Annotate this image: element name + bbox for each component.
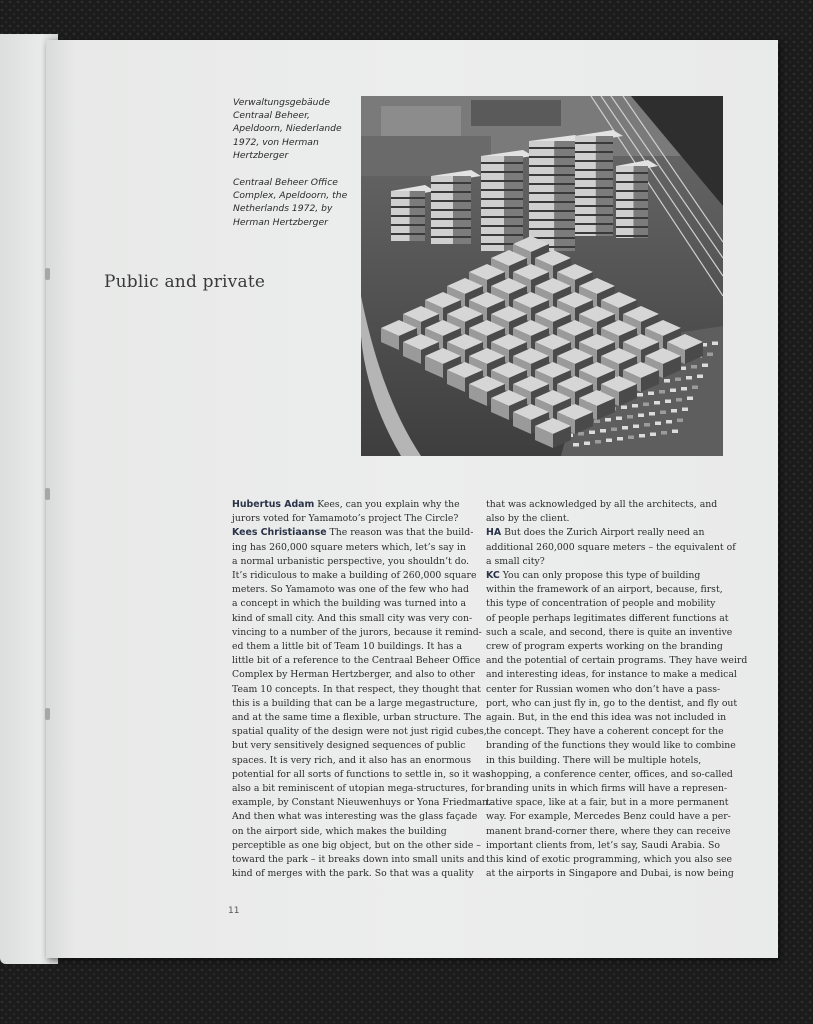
line-text: additional 260,000 square meters – the equivalent of — [486, 541, 736, 553]
line-text: this is a building that can be a large megastructure, — [232, 697, 478, 709]
speaker-name: HA — [486, 527, 502, 539]
section-title: Public and private — [104, 272, 266, 292]
text-line — [232, 810, 478, 824]
line-text: And then what was interesting was the glass façade — [232, 811, 478, 823]
caption-line: Herman Hertzberger — [233, 216, 328, 228]
text-line — [486, 512, 726, 526]
line-text: meters. So Yamamoto was one of the few who had — [232, 584, 469, 596]
line-text: a concept in which the building was turned into a — [232, 598, 467, 610]
text-line — [486, 711, 726, 725]
text-line — [486, 668, 737, 682]
line-text: a normal urbanistic perspective, you shouldn’t do. — [232, 555, 470, 567]
line-text: and at the same time a flexible, urban structure. The — [232, 712, 482, 724]
line-text: that was acknowledged by all the architects, and — [486, 499, 718, 510]
line-text: this kind of exotic programming, which you also see — [486, 854, 732, 866]
text-line — [232, 867, 478, 881]
text-line — [232, 754, 478, 768]
line-text: kind of small city. And this small city was very con- — [232, 612, 473, 624]
line-text: Kees, can you explain why the — [314, 499, 460, 510]
text-line — [486, 526, 726, 540]
line-text: perceptible as one big object, but on the other side – — [232, 839, 481, 851]
interview-column-left — [232, 498, 492, 881]
line-text: in this building. There will be multiple hotels, — [486, 754, 702, 766]
text-line — [232, 526, 478, 540]
text-line — [486, 739, 736, 753]
line-text: also by the client. — [486, 513, 570, 525]
photo-caption-english — [233, 176, 355, 229]
text-line — [486, 867, 734, 881]
line-text: a small city? — [486, 555, 545, 567]
line-text: of people perhaps legitimates different functions at — [486, 612, 729, 624]
line-text: ing has 260,000 square meters which, let’s say in — [232, 541, 466, 553]
text-line — [232, 697, 478, 711]
text-line — [486, 640, 726, 654]
text-line — [486, 853, 732, 867]
text-line — [486, 626, 733, 640]
staple-bottom — [45, 708, 50, 720]
text-line — [486, 569, 726, 583]
photo-caption-german — [233, 96, 355, 162]
text-line — [232, 768, 491, 782]
staple-middle — [45, 488, 50, 500]
line-text: port, who can just fly in, go to the dentist, and fly out — [486, 697, 738, 709]
text-line — [486, 810, 731, 824]
line-text: It’s ridiculous to make a building of 260,000 square — [232, 570, 477, 582]
line-text: The reason was that the build- — [326, 527, 474, 539]
text-line — [486, 654, 748, 668]
speaker-name: Kees Christiaanse — [232, 527, 327, 539]
line-text: jurors voted for Yamamoto’s project The Circle? — [232, 513, 459, 525]
text-line — [232, 597, 478, 611]
text-line — [486, 612, 729, 626]
line-text: toward the park – it breaks down into small units and — [232, 854, 485, 866]
line-text: example, by Constant Nieuwenhuys or Yona Friedman. — [232, 797, 492, 809]
text-line — [232, 782, 485, 796]
text-line — [486, 725, 726, 739]
speaker-name: Hubertus Adam — [232, 499, 315, 510]
text-line — [232, 569, 478, 583]
text-line — [232, 541, 478, 555]
text-line — [232, 654, 481, 668]
interview-column-right — [486, 498, 748, 881]
text-line — [232, 739, 478, 753]
line-text: kind of merges with the park. So that was a quality — [232, 868, 474, 880]
caption-line: Hertzberger — [233, 149, 289, 161]
text-line — [486, 541, 736, 555]
text-line — [232, 796, 492, 810]
text-line — [232, 711, 482, 725]
text-line — [486, 583, 726, 597]
line-text: and the potential of certain programs. They have weird — [486, 655, 748, 667]
aerial-photo — [361, 96, 723, 456]
text-line — [486, 683, 726, 697]
line-text: and interesting ideas, for instance to make a medical — [486, 669, 737, 681]
text-line — [486, 782, 726, 796]
line-text: important clients from, let’s say, Saudi Arabia. So — [486, 839, 721, 851]
text-line — [486, 555, 726, 569]
line-text: but very sensitively designed sequences of public — [232, 740, 466, 752]
line-text: way. For example, Mercedes Benz could have a per- — [486, 811, 731, 823]
text-line — [232, 825, 478, 839]
text-line — [232, 583, 478, 597]
text-line — [232, 668, 478, 682]
line-text: You can only propose this type of building — [499, 570, 701, 582]
line-text: But does the Zurich Airport really need an — [501, 527, 705, 539]
line-text: shopping, a conference center, offices, and so-called — [486, 768, 733, 780]
line-text: little bit of a reference to the Centraal Beheer Office — [232, 655, 481, 667]
caption-line: Centraal Beheer, — [233, 110, 310, 122]
line-text: ed them a little bit of Team 10 buildings. It has a — [232, 641, 463, 653]
line-text: Complex by Herman Hertzberger, and also to other — [232, 669, 475, 681]
line-text: center for Russian women who don’t have a pass- — [486, 683, 721, 695]
line-text: spatial quality of the design were not just rigid cubes, — [232, 726, 487, 738]
caption-line: Netherlands 1972, by — [233, 203, 333, 215]
caption-line: Verwaltungsgebäude — [233, 97, 330, 108]
text-line — [232, 626, 482, 640]
line-text: tative space, like at a fair, but in a more permanent — [486, 797, 729, 809]
line-text: such a scale, and second, there is quite an inventive — [486, 626, 733, 638]
line-text: manent brand-corner there, where they can receive — [486, 825, 731, 837]
text-line — [486, 796, 729, 810]
line-text: branding of the functions they would like to combine — [486, 740, 736, 752]
text-line — [486, 498, 726, 512]
text-line — [486, 768, 733, 782]
text-line — [232, 725, 487, 739]
text-line — [232, 683, 481, 697]
line-text: vincing to a number of the jurors, because it remind- — [232, 626, 482, 638]
line-text: at the airports in Singapore and Dubai, is now being — [486, 868, 734, 880]
line-text: branding units in which firms will have a represen- — [486, 783, 728, 795]
text-line — [486, 825, 731, 839]
page-number: 11 — [228, 906, 240, 916]
line-text: on the airport side, which makes the building — [232, 825, 447, 837]
staple-top — [45, 268, 50, 280]
line-text: crew of program experts working on the branding — [486, 641, 723, 653]
text-line — [486, 839, 726, 853]
text-line — [232, 839, 481, 853]
line-text: spaces. It is very rich, and it also has an enormous — [232, 754, 472, 766]
line-text: also a bit reminiscent of utopian mega-structures, for — [232, 783, 485, 795]
line-text: within the framework of an airport, because, first, — [486, 584, 723, 596]
caption-line: Centraal Beheer Office — [233, 177, 338, 188]
text-line — [486, 597, 726, 611]
caption-line: Apeldoorn, Niederlande — [233, 123, 342, 135]
text-line — [232, 512, 478, 526]
text-line — [486, 754, 726, 768]
text-line — [232, 640, 478, 654]
text-line — [232, 498, 478, 512]
line-text: potential for all sorts of functions to settle in, so it was — [232, 768, 491, 780]
line-text: again. But, in the end this idea was not included in — [486, 712, 727, 724]
line-text: the concept. They have a coherent concept for the — [486, 726, 724, 738]
caption-line: Complex, Apeldoorn, the — [233, 190, 348, 202]
text-line — [486, 697, 738, 711]
text-line — [232, 853, 485, 867]
text-line — [232, 612, 478, 626]
line-text: Team 10 concepts. In that respect, they thought that — [232, 683, 481, 695]
caption-line: 1972, von Herman — [233, 136, 319, 148]
speaker-name: KC — [486, 570, 500, 582]
line-text: this type of concentration of people and mobility — [486, 598, 716, 610]
text-line — [232, 555, 478, 569]
